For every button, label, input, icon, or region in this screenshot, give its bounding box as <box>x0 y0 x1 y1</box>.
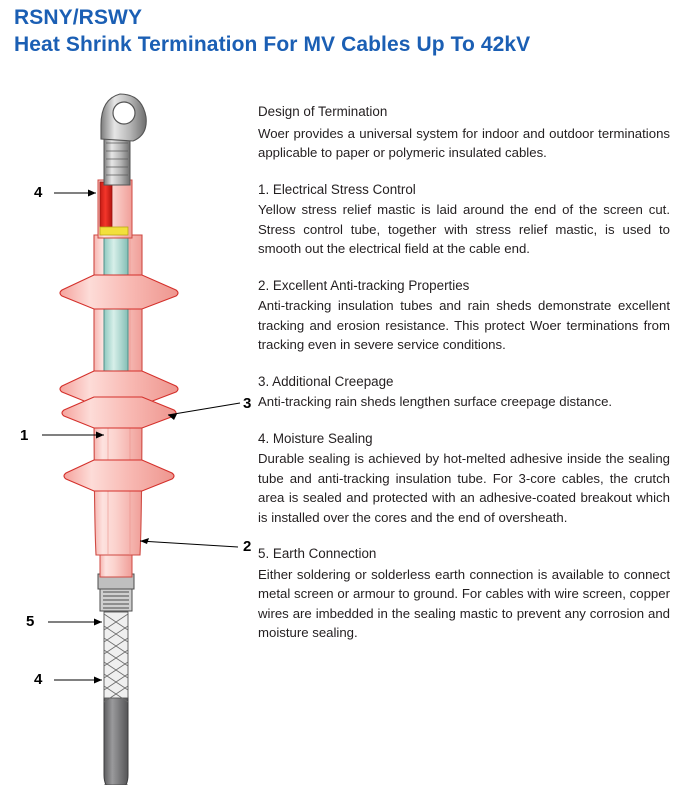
section-creepage-body: Anti-tracking rain sheds lengthen surface creepage distance. <box>258 394 613 409</box>
section-anti-tracking <box>258 276 670 355</box>
callout-label-2-right: 2 <box>243 538 252 555</box>
section-anti-tracking-heading: 2. Excellent Anti-tracking Properties <box>258 277 470 293</box>
section-stress-control <box>258 180 670 259</box>
cable-lug <box>101 94 146 141</box>
rain-shed-3 <box>62 397 176 428</box>
section-design-body: Woer provides a universal system for indoor and outdoor terminations applicable to paper or polymeric insulated cables. <box>258 125 670 160</box>
wire-screen-braid <box>104 612 128 702</box>
page-title-line1: RSNY/RSWY <box>14 6 143 29</box>
cable-outer-sheath <box>104 697 128 785</box>
red-sealing-band <box>100 182 112 227</box>
lug-bolt-hole <box>113 102 135 124</box>
page-title-line2: Heat Shrink Termination For MV Cables Up To 42kV <box>14 33 531 56</box>
sealing-tube-upper <box>98 180 132 238</box>
description-column <box>258 102 670 657</box>
rain-shed-1 <box>60 275 178 309</box>
mastic-band-upper <box>100 227 128 235</box>
section-design-heading: Design of Termination <box>258 104 388 119</box>
callout-label-4-top: 4 <box>34 184 43 201</box>
section-moisture-sealing-body: Durable sealing is achieved by hot-melted adhesive inside the sealing tube and anti-tracking insulation tube. For 3-core cables, the crutch area is sealed and protected with an adhesive-coated breakout which is installed over the cores and the end of oversheath. <box>258 451 670 525</box>
earth-connection-clamp <box>98 574 134 611</box>
section-creepage-heading: 3. Additional Creepage <box>258 373 394 389</box>
section-stress-control-heading: 1. Electrical Stress Control <box>258 181 416 197</box>
section-creepage <box>258 372 670 412</box>
callout-label-1-left: 1 <box>20 427 29 444</box>
section-earth-connection-heading: 5. Earth Connection <box>258 546 377 561</box>
callout-label-5-left: 5 <box>26 613 35 630</box>
callout-label-3-right: 3 <box>243 395 252 412</box>
section-earth-connection <box>258 544 670 643</box>
rain-shed-4 <box>64 460 174 491</box>
lug-crimp-barrel <box>104 135 130 185</box>
callout-label-4-bottom: 4 <box>34 671 43 688</box>
section-moisture-sealing <box>258 429 670 528</box>
section-design <box>258 102 670 163</box>
section-moisture-sealing-heading: 4. Moisture Sealing <box>258 430 373 446</box>
section-stress-control-body: Yellow stress relief mastic is laid around the end of the screen cut. Stress control tube, together with stress relief mastic, is used to smooth out the electrical field at the cable end. <box>258 202 670 256</box>
section-earth-connection-body: Either soldering or solderless earth connection is available to connect metal screen or armour to ground. For cables with wire screen, copper wires are imbedded in the sealing mastic to prevent any corrosion and moisture sealing. <box>258 566 670 640</box>
section-anti-tracking-body: Anti-tracking insulation tubes and rain sheds demonstrate excellent tracking and erosion resistance. This protect Woer terminations from tracking even in severe service conditions. <box>258 298 670 352</box>
